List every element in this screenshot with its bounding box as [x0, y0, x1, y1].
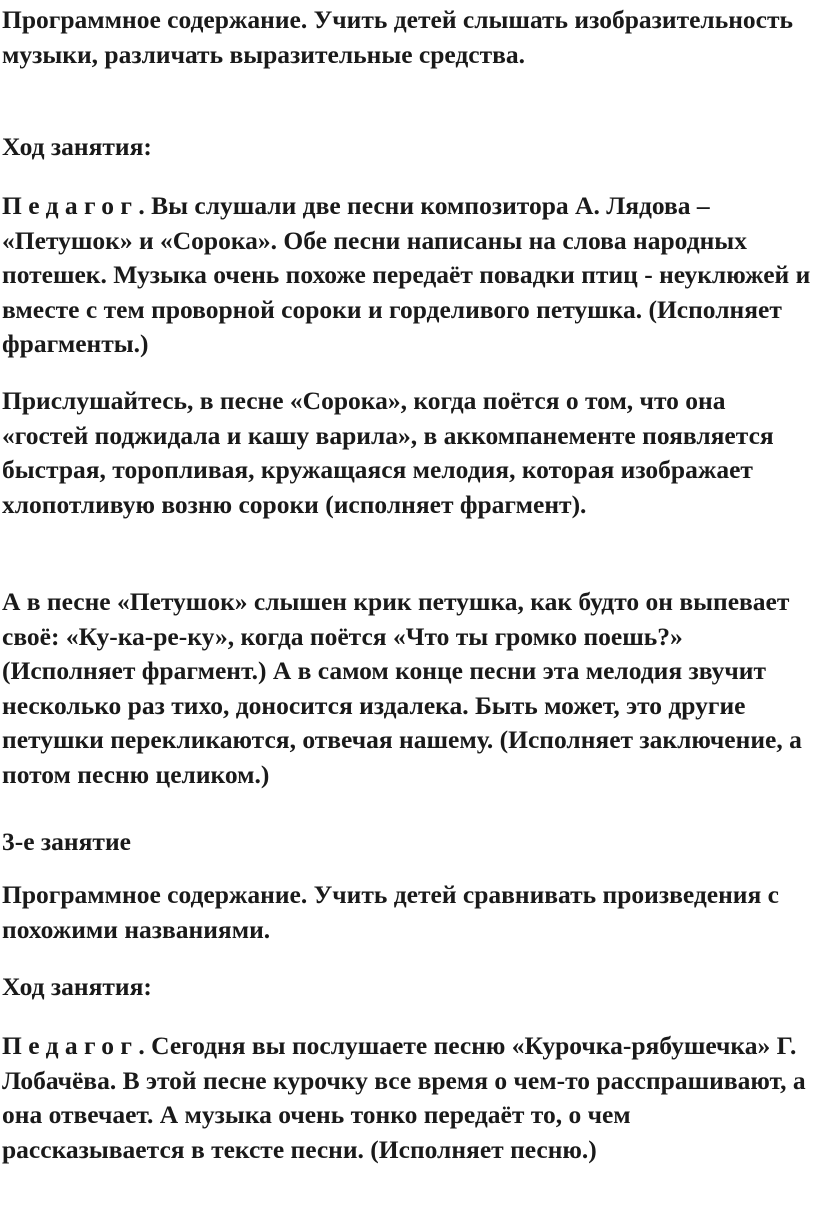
paragraph-teacher-speech-2 — [2, 1029, 812, 1167]
paragraph-text: Ход занятия: — [2, 132, 152, 161]
paragraph-lesson-3-heading — [2, 825, 812, 860]
paragraph-text: А в песне «Петушок» слышен крик петушка, как будто он выпевает своё: «Ку-ка-ре-ку», когда поётся «Что ты громко поешь?» (Исполняет фрагмент.) А в самом конце песни эта мелодия звучит несколько раз тихо, доносится издалека. Быть может, это другие петушки перекликаются, отвечая нашему. (Исполняет заключение, а потом песню целиком.) — [2, 587, 802, 789]
paragraph-soroka — [2, 384, 812, 522]
paragraph-lesson-heading-2 — [2, 970, 812, 1005]
paragraph-text: . Сегодня вы послушаете песню «Курочка-рябушечка» Г. Лобачёва. В этой песне курочку все время о чем-то расспрашивают, а она отвечает. А музыка очень тонко передаёт то, о чем рассказывается в тексте песни. (Исполняет песню.) — [2, 1031, 806, 1164]
paragraph-text: 3-е занятие — [2, 827, 131, 856]
paragraph-program-content-2 — [2, 878, 812, 947]
paragraph-text: . Вы слушали две песни композитора А. Лядова – «Петушок» и «Сорока». Обе песни написаны на слова народных потешек. Музыка очень похоже передаёт повадки птиц - неуклюжей и вместе с тем проворной сороки и горделивого петушка. (Исполняет фрагменты.) — [2, 191, 811, 359]
paragraph-petushok — [2, 585, 812, 793]
paragraph-text: Программное содержание. Учить детей слышать изобразительность музыки, различать выразительные средства. — [2, 5, 793, 69]
paragraph-teacher-speech-1 — [2, 189, 812, 362]
speaker-label: Педагог — [2, 191, 139, 220]
paragraph-text: Прислушайтесь, в песне «Сорока», когда поётся о том, что она «гостей поджидала и кашу варила», в аккомпанементе появляется быстрая, торопливая, кружащаяся мелодия, которая изображает хлопотливую возню сороки (исполняет фрагмент). — [2, 386, 774, 519]
paragraph-text: Ход занятия: — [2, 972, 152, 1001]
paragraph-program-content-1 — [2, 3, 812, 72]
paragraph-lesson-heading-1 — [2, 130, 812, 165]
speaker-label: Педагог — [2, 1031, 139, 1060]
paragraph-text: Программное содержание. Учить детей сравнивать произведения с похожими названиями. — [2, 880, 779, 944]
